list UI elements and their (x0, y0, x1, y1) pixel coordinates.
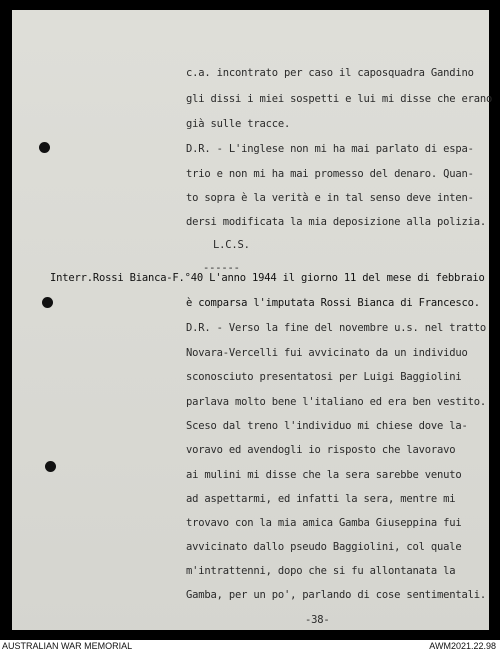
text-line: già sulle tracce. (186, 118, 291, 130)
separator-dashes: ------ (203, 262, 240, 274)
text-line: c.a. incontrato per caso il caposquadra Gandino (186, 67, 474, 79)
text-line: avvicinato dallo pseudo Baggiolini, col quale (186, 541, 462, 553)
text-line: sconosciuto presentatosi per Luigi Baggiolini (186, 371, 462, 383)
text-line: Sceso dal treno l'individuo mi chiese dove la- (186, 420, 468, 432)
archive-reference: AWM2021.22.98 (429, 641, 496, 651)
text-line: voravo ed avendogli io risposto che lavoravo (186, 444, 456, 456)
text-line: to sopra è la verità e in tal senso deve inten- (186, 192, 474, 204)
punch-hole (45, 461, 56, 472)
archive-footer (0, 640, 500, 653)
text-line: parlava molto bene l'italiano ed era ben vestito. (186, 396, 486, 408)
text-line: D.R. - Verso la fine del novembre u.s. nel tratto (186, 322, 486, 334)
text-line: dersi modificata la mia deposizione alla polizia. (186, 216, 486, 228)
interrogation-heading: Interr.Rossi Bianca-F.°40 L'anno 1944 il giorno 11 del mese di febbraio (50, 272, 485, 284)
signature-initials: L.C.S. (213, 239, 250, 251)
text-line: è comparsa l'imputata Rossi Bianca di Francesco. (186, 297, 480, 309)
text-line: Novara-Vercelli fui avvicinato da un individuo (186, 347, 468, 359)
page-number: -38- (305, 614, 330, 626)
text-line: m'intrattenni, dopo che si fu allontanata la (186, 565, 456, 577)
punch-hole (39, 142, 50, 153)
text-line: gli dissi i miei sospetti e lui mi disse che erano (186, 93, 493, 105)
text-line: Gamba, per un po', parlando di cose sentimentali. (186, 589, 486, 601)
text-line: ad aspettarmi, ed infatti la sera, mentre mi (186, 493, 456, 505)
text-line: trovavo con la mia amica Gamba Giuseppina fui (186, 517, 462, 529)
text-line: ai mulini mi disse che la sera sarebbe venuto (186, 469, 462, 481)
punch-hole (42, 297, 53, 308)
text-line: D.R. - L'inglese non mi ha mai parlato di espa- (186, 143, 474, 155)
text-line: trio e non mi ha mai promesso del denaro. Quan- (186, 168, 474, 180)
archive-name: AUSTRALIAN WAR MEMORIAL (2, 641, 133, 651)
typewritten-page (12, 10, 493, 630)
